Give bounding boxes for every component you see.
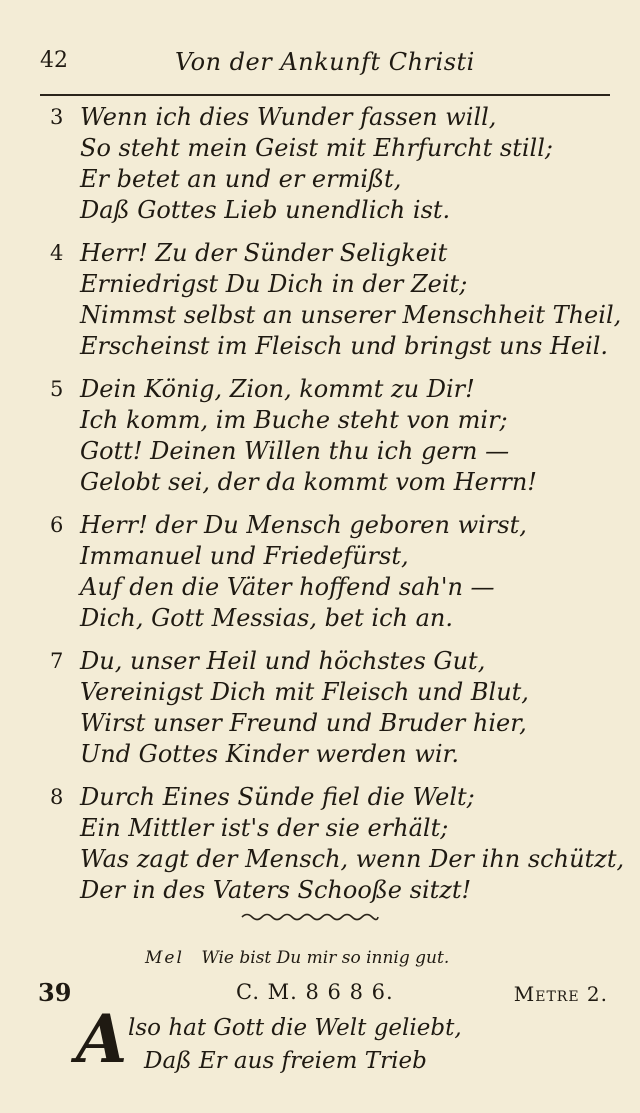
page-number: 42 — [40, 48, 68, 73]
verse-line: Gott! Deinen Willen thu ich gern — — [80, 437, 510, 465]
drop-cap-initial: A — [76, 1000, 128, 1078]
verse-line: Der in des Vaters Schooße sitzt! — [80, 876, 472, 904]
verse-line: Immanuel und Friedefürst, — [80, 542, 409, 570]
verse-line: Herr! der Du Mensch geboren wirst, — [80, 511, 527, 539]
verse-7 — [50, 646, 620, 770]
hymn-line: Daß Er aus freiem Trieb — [144, 1048, 427, 1074]
verse-line: Gelobt sei, der da kommt vom Herrn! — [80, 468, 537, 496]
verse-8 — [50, 782, 625, 906]
verse-line: So steht mein Geist mit Ehrfurcht still; — [80, 134, 553, 162]
verse-number: 3 — [50, 105, 64, 129]
verse-line: Was zagt der Mensch, wenn Der ihn schützt, — [80, 845, 625, 873]
verse-number: 5 — [50, 377, 64, 401]
verse-line: Erniedrigst Du Dich in der Zeit; — [80, 270, 468, 298]
running-title: Von der Ankunft Christi — [175, 48, 475, 76]
verse-number: 8 — [50, 785, 64, 809]
verse-6 — [50, 510, 620, 634]
verse-line: Nimmst selbst an unserer Menschheit Theil, — [80, 301, 622, 329]
tune-name: Wie bist Du mir so innig gut. — [201, 948, 450, 968]
hymn-line: lso hat Gott die Welt geliebt, — [128, 1015, 462, 1041]
tune-label: Mel — [145, 948, 184, 968]
verse-line: Durch Eines Sünde fiel die Welt; — [80, 783, 475, 811]
verse-line: Vereinigst Dich mit Fleisch und Blut, — [80, 678, 529, 706]
verse-line: Wenn ich dies Wunder fassen will, — [80, 103, 497, 131]
wave-ornament — [240, 910, 380, 924]
verse-line: Du, unser Heil und höchstes Gut, — [80, 647, 486, 675]
hymn-first-lines — [128, 1012, 462, 1078]
verse-line: Erscheinst im Fleisch und bringst uns Heil. — [80, 332, 609, 360]
verse-line: Auf den die Väter hoffend sah'n — — [80, 573, 495, 601]
hymn-number: 39 — [38, 978, 72, 1007]
verse-line: Ein Mittler ist's der sie erhält; — [80, 814, 449, 842]
meter-indication: C. M. 8 6 8 6. — [236, 980, 394, 1004]
verse-line: Herr! Zu der Sünder Seligkeit — [80, 239, 448, 267]
verse-number: 4 — [50, 241, 64, 265]
page-header — [40, 44, 600, 84]
verse-line: Und Gottes Kinder werden wir. — [80, 740, 460, 768]
verse-line: Dein König, Zion, kommt zu Dir! — [80, 375, 475, 403]
hymn-verses — [50, 102, 625, 918]
verse-number: 7 — [50, 649, 64, 673]
verse-line: Er betet an und er ermißt, — [80, 165, 402, 193]
verse-line: Dich, Gott Messias, bet ich an. — [80, 604, 454, 632]
tune-line — [145, 948, 449, 968]
verse-line: Ich komm, im Buche steht von mir; — [80, 406, 508, 434]
verse-number: 6 — [50, 513, 64, 537]
verse-5 — [50, 374, 620, 498]
header-rule — [40, 94, 610, 96]
verse-line: Daß Gottes Lieb unendlich ist. — [80, 196, 451, 224]
verse-line: Wirst unser Freund und Bruder hier, — [80, 709, 527, 737]
verse-3 — [50, 102, 620, 226]
verse-4 — [50, 238, 620, 362]
metre-label: Metre 2. — [513, 982, 608, 1006]
